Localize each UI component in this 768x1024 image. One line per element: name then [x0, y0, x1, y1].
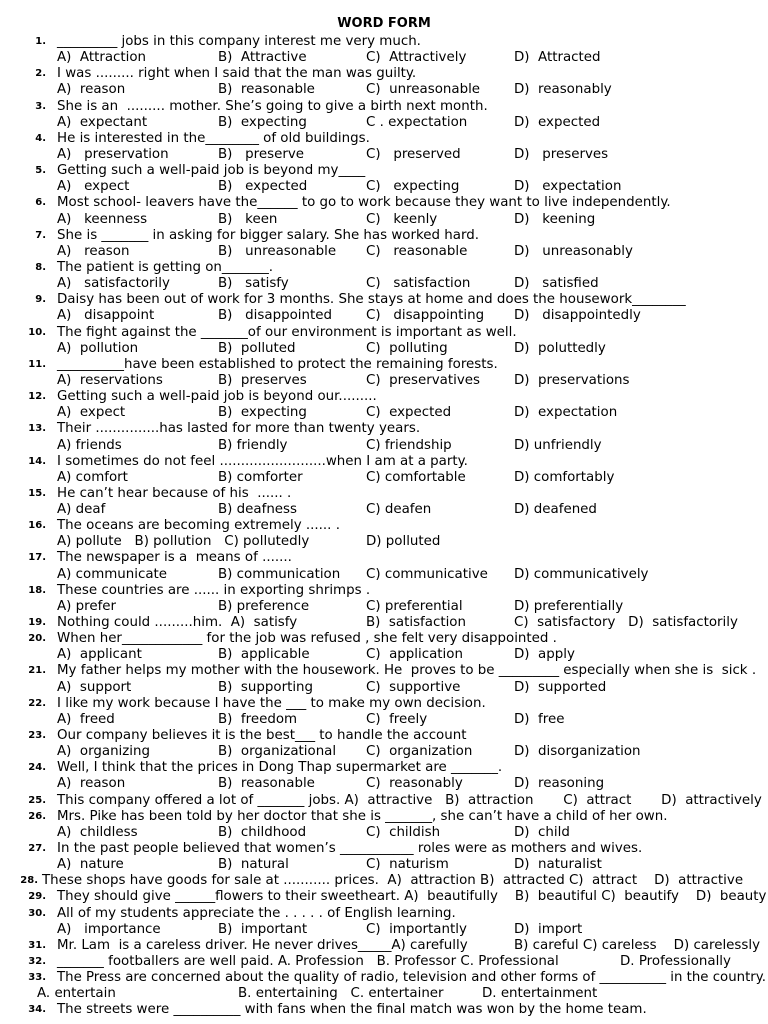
question-number: 20.	[28, 633, 46, 645]
answer-option: C) Attractively	[366, 50, 467, 66]
answer-option: C) reasonably	[366, 776, 463, 792]
question-number: 32.	[28, 955, 46, 967]
question-number: 33.	[28, 972, 46, 984]
answer-option: A) communicate	[57, 566, 168, 582]
answer-option: A) support	[57, 679, 132, 695]
answer-option: C) expecting	[366, 179, 460, 195]
answer-option: B) polluted	[218, 340, 296, 356]
question-text: B) careful C) careless D) carelessly	[514, 937, 761, 953]
question-line	[0, 1002, 768, 1018]
answer-option: B) keen	[218, 211, 278, 227]
question-number: 12.	[28, 391, 46, 403]
options-line	[0, 680, 768, 696]
question-line	[0, 631, 768, 647]
answer-option: D) disorganization	[514, 744, 641, 760]
answer-option: C) polluting	[366, 340, 448, 356]
answer-option: D) expected	[514, 114, 601, 130]
question-line	[0, 389, 768, 405]
question-line	[0, 260, 768, 276]
answer-option: A) importance	[57, 921, 161, 937]
question-text: I like my work because I have the ___ to make my own decision.	[57, 695, 486, 711]
options-line	[0, 147, 768, 163]
question-number: 34.	[28, 1004, 46, 1016]
question-text: These countries are ...... in exporting shrimps .	[57, 582, 371, 598]
question-line	[0, 195, 768, 211]
question-text: Mr. Lam is a careless driver. He never drives_____A) carefully	[57, 937, 468, 953]
question-line	[0, 228, 768, 244]
answer-option: A) applicant	[57, 647, 142, 663]
answer-option: C) childish	[366, 824, 441, 840]
question-line	[0, 728, 768, 744]
question-line	[0, 454, 768, 470]
question-line	[0, 615, 768, 631]
question-text: B) satisfaction	[366, 615, 466, 631]
answer-option: B) unreasonable	[218, 243, 337, 259]
answer-option: A) satisfactorily	[57, 276, 170, 292]
question-line	[0, 889, 768, 905]
answer-option: D) unfriendly	[514, 437, 602, 453]
answer-option: B) comforter	[218, 469, 303, 485]
answer-option: A) reason	[57, 243, 130, 259]
answer-option: B) important	[218, 921, 308, 937]
answer-option: C) preserved	[366, 146, 461, 162]
question-line	[0, 841, 768, 857]
answer-option: D) preferentially	[514, 598, 624, 614]
answer-option: C) importantly	[366, 921, 467, 937]
options-line	[0, 470, 768, 486]
answer-option: A) disappoint	[57, 308, 155, 324]
answer-option: D) comfortably	[514, 469, 615, 485]
options-line	[0, 825, 768, 841]
question-number: 31.	[28, 939, 46, 951]
question-line	[0, 583, 768, 599]
answer-option: A) expect	[57, 405, 126, 421]
question-line	[0, 696, 768, 712]
answer-option: A) reason	[57, 82, 126, 98]
question-number: 17.	[28, 552, 46, 564]
answer-option: B) organizational	[218, 744, 337, 760]
question-number: 29.	[28, 891, 46, 903]
answer-option: D) disappointedly	[514, 308, 641, 324]
answer-option: B) deafness	[218, 502, 298, 518]
question-number: 15.	[28, 487, 46, 499]
answer-option: D) naturalist	[514, 857, 602, 873]
options-line	[0, 776, 768, 792]
question-text: Nothing could .........him. A) satisfy	[57, 615, 298, 631]
options-line	[0, 50, 768, 66]
answer-option: A) nature	[57, 857, 124, 873]
answer-option: A) keenness	[57, 211, 148, 227]
options-line	[0, 502, 768, 518]
options-line	[0, 647, 768, 663]
answer-option: A) freed	[57, 711, 115, 727]
question-number: 2.	[35, 68, 46, 80]
answer-option: B) expecting	[218, 114, 307, 130]
question-text: Daisy has been out of work for 3 months. She stays at home and does the housework________	[57, 292, 686, 308]
answer-option: D) communicatively	[514, 566, 649, 582]
question-text: They should give ______flowers to their sweetheart. A) beautifully B) beautiful C) beautify D) beauty	[57, 889, 767, 905]
answer-option: D) reasoning	[514, 776, 605, 792]
answer-option: D) free	[514, 711, 565, 727]
question-number: 27.	[28, 843, 46, 854]
question-text: Getting such a well-paid job is beyond my____	[57, 163, 366, 179]
question-text: I was ......... right when I said that the man was guilty.	[57, 66, 417, 82]
answer-option: C) supportive	[366, 679, 461, 695]
answer-option: C) reasonable	[366, 243, 468, 259]
answer-option: D) import	[514, 921, 583, 937]
answer-option: D) supported	[514, 679, 607, 695]
question-line	[0, 518, 768, 534]
answer-option: C) preferential	[366, 598, 463, 614]
options-line	[0, 179, 768, 195]
options-line	[0, 744, 768, 760]
answer-option: B) childhood	[218, 824, 307, 840]
question-number: 16.	[28, 520, 46, 532]
question-text: He is interested in the________ of old buildings.	[57, 130, 370, 146]
answer-option: D) expectation	[514, 405, 618, 421]
answer-option: B) communication	[218, 566, 341, 582]
answer-option: B) disappointed	[218, 308, 332, 324]
question-number: 21.	[28, 665, 46, 677]
answer-option: A) comfort	[57, 469, 128, 485]
answer-option: C) satisfaction	[366, 276, 471, 292]
question-text: The Press are concerned about the quality of radio, television and other forms of __________ in the country.	[57, 970, 766, 986]
answer-option: D) deafened	[514, 502, 597, 518]
question-number: 9.	[35, 294, 46, 306]
answer-option: A) expectant	[57, 114, 148, 130]
question-line	[0, 421, 768, 437]
answer-option: B) applicable	[218, 647, 310, 663]
answer-option: D) keening	[514, 211, 596, 227]
question-text: The oceans are becoming extremely ...... .	[57, 518, 340, 534]
answer-option: D) unreasonably	[514, 243, 633, 259]
question-number: 3.	[35, 100, 46, 112]
answer-option: B) freedom	[218, 711, 298, 727]
question-number: 6.	[35, 197, 46, 209]
answer-option: B. entertaining C. entertainer	[238, 986, 444, 1002]
question-line	[0, 357, 768, 373]
question-number: 8.	[35, 261, 46, 273]
question-number: 1.	[35, 36, 46, 47]
question-text: These shops have goods for sale at ........... prices. A) attraction B) attracted C) attract D) attractive	[42, 873, 744, 889]
options-line	[0, 857, 768, 873]
answer-option: C) communicative	[366, 566, 488, 582]
question-line	[0, 663, 768, 679]
answer-option: A) deaf	[57, 502, 106, 518]
answer-option: D) satisfied	[514, 276, 599, 292]
answer-option: C) preservatives	[366, 372, 480, 388]
question-line	[0, 550, 768, 566]
options-line	[0, 986, 768, 1002]
question-number: 7.	[35, 229, 46, 241]
options-line	[0, 373, 768, 389]
answer-option: A. entertain	[37, 986, 116, 1002]
question-text: This company offered a lot of _______ jobs. A) attractive B) attraction C) attract D) attractively	[57, 792, 762, 808]
question-text: Their ...............has lasted for more than twenty years.	[57, 421, 421, 437]
answer-option: D) apply	[514, 647, 575, 663]
answer-option: C . expectation	[366, 114, 468, 130]
question-text: She is an ......... mother. She’s going to give a birth next month.	[57, 98, 488, 114]
question-number: 19.	[28, 617, 46, 629]
question-line	[0, 906, 768, 922]
question-text: In the past people believed that women’s ___________ roles were as mothers and wives.	[57, 841, 643, 856]
question-text: My father helps my mother with the housework. He proves to be _________ especially when she is sick .	[57, 663, 757, 679]
question-number: 11.	[28, 358, 46, 370]
answer-option: B) preserves	[218, 372, 307, 388]
question-line	[0, 793, 768, 809]
options-line	[0, 567, 768, 583]
answer-option: B) satisfy	[218, 276, 289, 292]
answer-option: C) disappointing	[366, 308, 485, 324]
answer-option: A) Attraction	[57, 50, 147, 66]
answer-option: A) friends	[57, 437, 122, 453]
question-text: All of my students appreciate the . . . . . of English learning.	[57, 905, 456, 921]
answer-option: A) pollute B) pollution C) pollutedly	[57, 534, 310, 550]
question-text: Mrs. Pike has been told by her doctor that she is _______, she can’t have a child of her own.	[57, 808, 668, 824]
answer-option: C) friendship	[366, 437, 452, 453]
options-line	[0, 115, 768, 131]
options-line	[0, 712, 768, 728]
question-text: Most school- leavers have the______ to go to work because they want to live independently.	[57, 195, 671, 211]
question-number: 28.	[20, 875, 38, 887]
options-line	[0, 276, 768, 292]
answer-option: B) Attractive	[218, 50, 307, 66]
question-number: 4.	[35, 132, 46, 144]
answer-option: D) expectation	[514, 179, 622, 195]
answer-option: C) naturism	[366, 857, 449, 873]
answer-option: C) unreasonable	[366, 82, 481, 98]
answer-option: B) natural	[218, 857, 289, 873]
options-line	[0, 308, 768, 324]
question-number: 24.	[28, 762, 46, 774]
answer-option: D) poluttedly	[514, 340, 606, 356]
question-line	[0, 163, 768, 179]
options-line	[0, 341, 768, 357]
answer-option: A) pollution	[57, 340, 139, 356]
answer-option: C) comfortable	[366, 469, 466, 485]
answer-option: D) child	[514, 824, 570, 840]
question-text: Well, I think that the prices in Dong Thap supermarket are _______.	[57, 760, 503, 776]
question-text: Our company believes it is the best___ to handle the account	[57, 728, 467, 744]
answer-option: C) expected	[366, 405, 452, 421]
answer-option: D) polluted	[366, 534, 441, 550]
question-text: Getting such a well-paid job is beyond our.........	[57, 389, 377, 405]
question-text: I sometimes do not feel .........................when I am at a party.	[57, 453, 468, 469]
options-line	[0, 599, 768, 615]
question-line	[0, 34, 768, 50]
question-number: 13.	[28, 423, 46, 435]
answer-option: B) preserve	[218, 146, 305, 162]
question-line	[0, 292, 768, 308]
answer-option: D) preserves	[514, 146, 609, 162]
options-line	[0, 438, 768, 454]
question-number: 10.	[28, 326, 46, 338]
question-text: _________ jobs in this company interest me very much.	[57, 34, 421, 49]
question-text: She is _______ in asking for bigger salary. She has worked hard.	[57, 227, 479, 243]
question-text: D. Professionally	[620, 953, 731, 969]
question-line	[0, 66, 768, 82]
question-line	[0, 809, 768, 825]
question-number: 26.	[28, 810, 46, 822]
question-line	[0, 760, 768, 776]
question-text: The streets were __________ with fans when the final match was won by the home team.	[57, 1002, 647, 1018]
answer-option: D) preservations	[514, 372, 630, 388]
answer-option: A) expect	[57, 179, 130, 195]
answer-option: C) freely	[366, 711, 428, 727]
answer-option: A) reservations	[57, 372, 163, 388]
answer-option: C) organization	[366, 744, 473, 760]
answer-option: B) reasonable	[218, 82, 315, 98]
answer-option: B) supporting	[218, 679, 314, 695]
page-title: WORD FORM	[337, 16, 431, 31]
question-text: The newspaper is a means of .......	[57, 550, 292, 566]
options-line	[0, 405, 768, 421]
question-line	[0, 486, 768, 502]
options-line	[0, 212, 768, 228]
answer-option: B) friendly	[218, 437, 288, 453]
answer-option: A) preservation	[57, 146, 169, 162]
answer-option: A) reason	[57, 776, 126, 792]
answer-option: B) expected	[218, 179, 308, 195]
question-text: The patient is getting on_______.	[57, 259, 274, 275]
question-line	[0, 99, 768, 115]
question-text: The fight against the _______of our environment is important as well.	[57, 324, 517, 340]
question-number: 30.	[28, 907, 46, 919]
answer-option: A) organizing	[57, 744, 151, 760]
question-line	[0, 873, 768, 889]
options-line	[0, 82, 768, 98]
question-number: 25.	[28, 794, 46, 806]
question-number: 14.	[28, 455, 46, 467]
question-text: C) satisfactory D) satisfactorily	[514, 615, 738, 631]
question-line	[0, 938, 768, 954]
question-line	[0, 970, 768, 986]
answer-option: B) reasonable	[218, 776, 315, 792]
answer-option: C) keenly	[366, 211, 438, 227]
answer-option: A) childless	[57, 824, 138, 840]
question-line	[0, 954, 768, 970]
answer-option: B) preference	[218, 598, 310, 614]
answer-option: B) expecting	[218, 405, 307, 421]
options-line	[0, 244, 768, 260]
options-line	[0, 534, 768, 550]
question-line	[0, 325, 768, 341]
question-number: 18.	[28, 584, 46, 596]
options-line	[0, 922, 768, 938]
question-number: 22.	[28, 697, 46, 709]
question-text: He can’t hear because of his ...... .	[57, 485, 292, 501]
answer-option: A) prefer	[57, 598, 117, 614]
answer-option: C) application	[366, 647, 463, 663]
answer-option: D. entertainment	[482, 986, 598, 1002]
question-text: _______ footballers are well paid. A. Profession B. Professor C. Professional	[57, 953, 559, 969]
question-text: __________have been established to protect the remaining forests.	[57, 356, 498, 372]
question-line	[0, 131, 768, 147]
answer-option: C) deafen	[366, 502, 432, 518]
question-number: 23.	[28, 730, 46, 742]
answer-option: D) Attracted	[514, 50, 601, 66]
answer-option: D) reasonably	[514, 82, 612, 98]
question-number: 5.	[35, 165, 46, 177]
question-text: When her____________ for the job was refused , she felt very disappointed .	[57, 631, 557, 647]
